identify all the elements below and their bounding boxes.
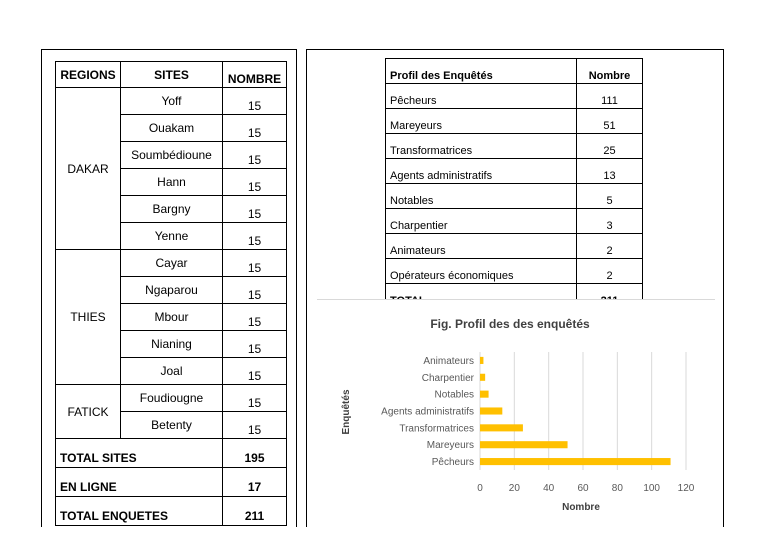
nombre-cell: 15 xyxy=(223,385,287,412)
x-tick-label: 100 xyxy=(643,483,661,494)
profil-label: Charpentier xyxy=(386,209,577,234)
profil-value: 111 xyxy=(577,84,643,109)
nombre-cell: 15 xyxy=(223,169,287,196)
site-cell: Ngaparou xyxy=(121,277,223,304)
total-label: EN LIGNE xyxy=(56,468,223,497)
profil-label: Notables xyxy=(386,184,577,209)
site-cell: Mbour xyxy=(121,304,223,331)
site-cell: Bargny xyxy=(121,196,223,223)
profil-row xyxy=(386,234,643,259)
site-cell: Cayar xyxy=(121,250,223,277)
x-tick-label: 40 xyxy=(543,483,555,494)
profil-value: 5 xyxy=(577,184,643,209)
site-row xyxy=(56,385,287,412)
x-tick-label: 20 xyxy=(508,483,520,494)
x-tick-label: 80 xyxy=(611,483,623,494)
profil-label: Opérateurs économiques xyxy=(386,259,577,284)
profil-bar-chart xyxy=(317,300,715,529)
chart-title: Fig. Profil des des enquêtés xyxy=(430,317,590,331)
nombre-cell: 15 xyxy=(223,277,287,304)
bar xyxy=(480,391,489,398)
site-cell: Betenty xyxy=(121,412,223,439)
header-sites: SITES xyxy=(121,62,223,88)
profil-value: 2 xyxy=(577,259,643,284)
profil-row xyxy=(386,209,643,234)
y-tick-label: Animateurs xyxy=(423,355,474,367)
bar xyxy=(480,424,523,431)
profil-label: Transformatrices xyxy=(386,134,577,159)
bar xyxy=(480,357,483,364)
total-value: 195 xyxy=(223,439,287,468)
header-profil: Profil des Enquêtés xyxy=(386,59,577,84)
nombre-cell: 15 xyxy=(223,196,287,223)
profil-label: Agents administratifs xyxy=(386,159,577,184)
profil-row xyxy=(386,84,643,109)
y-tick-label: Charpentier xyxy=(421,372,474,384)
total-row xyxy=(56,468,287,497)
profil-table xyxy=(385,58,643,309)
nombre-cell: 15 xyxy=(223,115,287,142)
x-tick-label: 60 xyxy=(577,483,589,494)
y-tick-label: Transformatrices xyxy=(399,423,474,435)
sites-table xyxy=(55,61,287,526)
header-nombre: NOMBRE xyxy=(223,62,287,88)
total-label: TOTAL SITES xyxy=(56,439,223,468)
x-tick-label: 120 xyxy=(677,483,695,494)
total-label: TOTAL ENQUETES xyxy=(56,497,223,526)
y-tick-label: Agents administratifs xyxy=(381,406,474,418)
total-value: 211 xyxy=(223,497,287,526)
total-value: 17 xyxy=(223,468,287,497)
profil-panel xyxy=(306,49,724,527)
nombre-cell: 15 xyxy=(223,412,287,439)
site-cell: Soumbédioune xyxy=(121,142,223,169)
chart-ylabel: Enquêtés xyxy=(341,389,352,435)
chart-xlabel: Nombre xyxy=(562,502,600,513)
y-tick-label: Notables xyxy=(434,389,474,401)
nombre-cell: 15 xyxy=(223,223,287,250)
profil-value: 13 xyxy=(577,159,643,184)
profil-value: 25 xyxy=(577,134,643,159)
profil-row xyxy=(386,109,643,134)
total-row xyxy=(56,497,287,526)
profil-label: Animateurs xyxy=(386,234,577,259)
profil-label: Mareyeurs xyxy=(386,109,577,134)
bar xyxy=(480,458,671,465)
nombre-cell: 15 xyxy=(223,250,287,277)
y-tick-label: Mareyeurs xyxy=(426,440,474,452)
site-cell: Joal xyxy=(121,358,223,385)
profil-value: 3 xyxy=(577,209,643,234)
total-row xyxy=(56,439,287,468)
profil-row xyxy=(386,184,643,209)
nombre-cell: 15 xyxy=(223,331,287,358)
site-cell: Ouakam xyxy=(121,115,223,142)
bar xyxy=(480,374,485,381)
bar xyxy=(480,441,568,448)
nombre-cell: 15 xyxy=(223,304,287,331)
profil-label: Pêcheurs xyxy=(386,84,577,109)
sites-panel xyxy=(41,49,297,527)
header-nombre-profil: Nombre xyxy=(577,59,643,84)
site-cell: Yoff xyxy=(121,88,223,115)
bar xyxy=(480,407,502,414)
profil-row xyxy=(386,134,643,159)
region-cell: THIES xyxy=(56,250,121,385)
site-row xyxy=(56,250,287,277)
region-cell: DAKAR xyxy=(56,88,121,250)
x-tick-label: 0 xyxy=(477,483,483,494)
nombre-cell: 15 xyxy=(223,142,287,169)
profil-chart xyxy=(317,299,715,529)
site-cell: Hann xyxy=(121,169,223,196)
site-cell: Yenne xyxy=(121,223,223,250)
nombre-cell: 15 xyxy=(223,358,287,385)
site-row xyxy=(56,88,287,115)
profil-value: 2 xyxy=(577,234,643,259)
site-cell: Foudiougne xyxy=(121,385,223,412)
profil-value: 51 xyxy=(577,109,643,134)
profil-row xyxy=(386,159,643,184)
y-tick-label: Pêcheurs xyxy=(431,457,474,469)
nombre-cell: 15 xyxy=(223,88,287,115)
region-cell: FATICK xyxy=(56,385,121,439)
site-cell: Nianing xyxy=(121,331,223,358)
profil-row xyxy=(386,259,643,284)
header-regions: REGIONS xyxy=(56,62,121,88)
